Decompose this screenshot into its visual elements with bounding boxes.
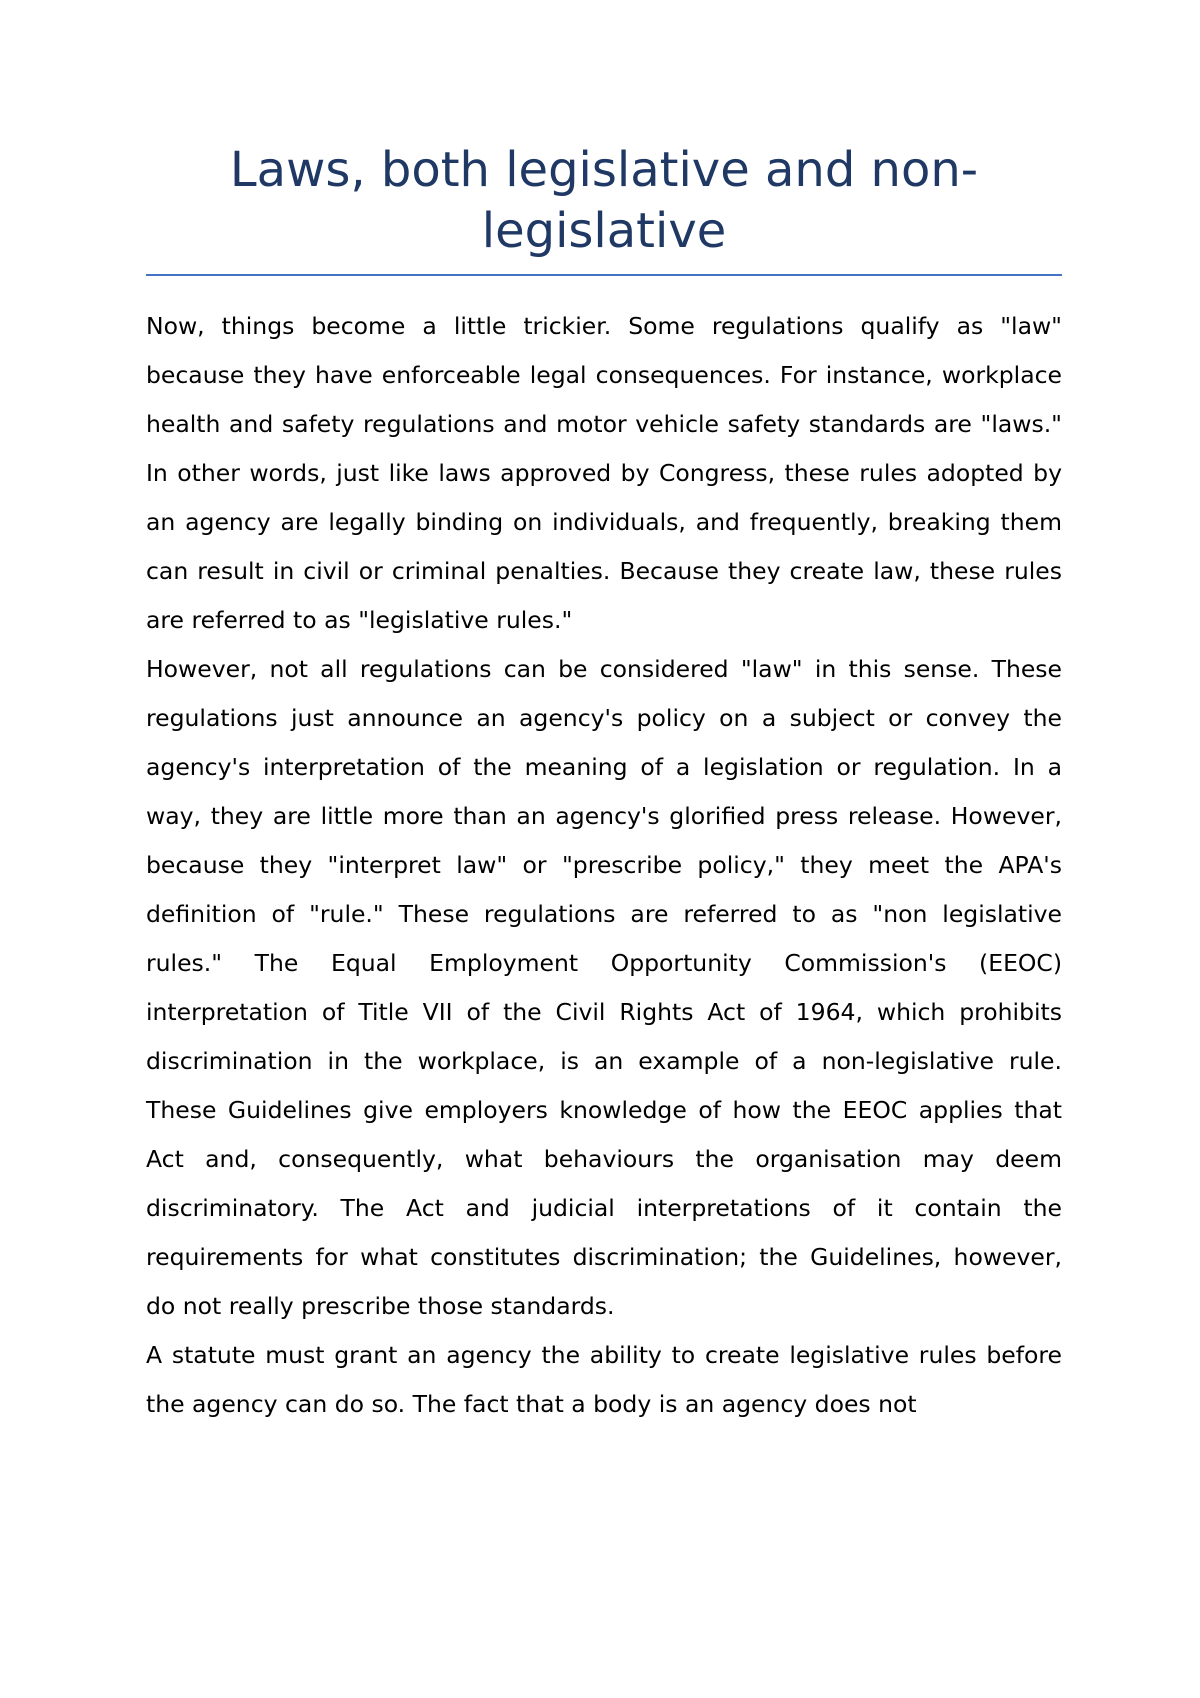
document-title: Laws, both legislative and non-legislative [229, 142, 979, 259]
paragraph-3: A statute must grant an agency the ability to create legislative rules before the agency can do so. The fact that a body is an agency does not [146, 1341, 1062, 1418]
paragraph-2: However, not all regulations can be considered "law" in this sense. These regulations just announce an agency's policy on a subject or convey the agency's interpretation of the meaning of a legislation or regulation. In a way, they are little more than an agency's glorified press release. However, because they "interpret law" or "prescribe policy," they meet the APA's definition of "rule." These regulations are referred to as "non legislative rules." The Equal Employment Opportunity Commission's (EEOC) interpretation of Title VII of the Civil Rights Act of 1964, which prohibits discrimination in the workplace, is an example of a non-legislative rule. These Guidelines give employers knowledge of how the EEOC applies that Act and, consequently, what behaviours the organisation may deem discriminatory. The Act and judicial interpretations of it contain the requirements for what constitutes discrimination; the Guidelines, however, do not really prescribe those standards. [146, 655, 1062, 1320]
document-page [146, 140, 1062, 1429]
title-underline [146, 274, 1062, 276]
paragraph-1: Now, things become a little trickier. Some regulations qualify as "law" because they have enforceable legal consequences. For instance, workplace health and safety regulations and motor vehicle safety standards are "laws." In other words, just like laws approved by Congress, these rules adopted by an agency are legally binding on individuals, and frequently, breaking them can result in civil or criminal penalties. Because they create law, these rules are referred to as "legislative rules." [146, 312, 1062, 634]
